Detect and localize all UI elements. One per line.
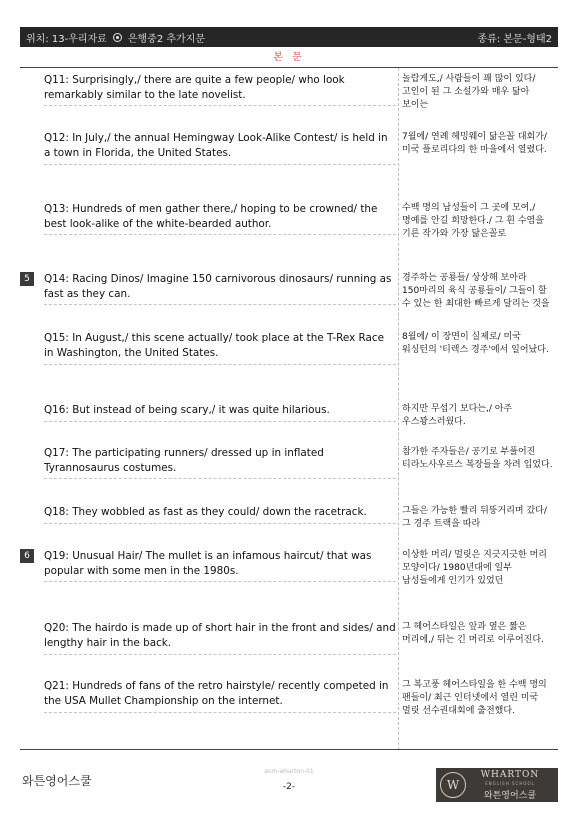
korean-translation: 7월에/ 연례 헤밍웨이 닮은꼴 대회가/ 미국 플로리다의 한 마을에서 열렸다. <box>402 132 547 155</box>
dashed-underline <box>44 164 396 165</box>
english-sentence: Q14: Racing Dinos/ Imagine 150 carnivorous dinosaurs/ running as fast as they can. <box>44 273 392 300</box>
dashed-underline <box>44 421 396 422</box>
english-sentence: Q19: Unusual Hair/ The mullet is an infamous haircut/ that was popular with some men in the 1980s. <box>44 550 372 577</box>
korean-translation: 이상한 머리/ 멀릿은 지긋지긋한 머리 모양이다/ 1980년대에 일부 남성들에게 인기가 있었던 <box>402 550 547 586</box>
dashed-underline <box>44 304 396 305</box>
korean-translation: 놀랍게도,/ 사람들이 꽤 많이 있다/ 고인이 된 그 소설가와 매우 닮아 보이는 <box>402 74 536 110</box>
dashed-underline <box>44 478 396 479</box>
english-sentence: Q18: They wobbled as fast as they could/ down the racetrack. <box>44 506 367 518</box>
dashed-underline <box>44 105 396 106</box>
korean-translation: 그들은 가능한 빨리 뒤뚱거리며 갔다/ 그 경주 트랙을 따라 <box>402 506 547 529</box>
footer-document-code: acm-wharton-01 <box>264 768 314 775</box>
english-sentence: Q17: The participating runners/ dressed up in inflated Tyrannosaurus costumes. <box>44 447 324 474</box>
logo-korean-name: 와튼영어스쿨 <box>483 790 537 801</box>
korean-translation: 8월에/ 이 장면이 실제로/ 미국 워싱턴의 '티렉스 경주'에서 일어났다. <box>402 332 549 355</box>
section-title: 본 문 <box>273 52 305 63</box>
dashed-underline <box>44 523 396 524</box>
korean-translation: 하지만 무섭기 보다는,/ 아주 우스꽝스러웠다. <box>402 404 513 427</box>
korean-translation: 참가한 주자들은/ 공기로 부풀어진 티라노사우르스 복장들을 차려 입었다. <box>402 447 553 470</box>
english-sentence: Q12: In July,/ the annual Hemingway Look-Alike Contest/ is held in a town in Florida, the United States. <box>44 132 388 159</box>
column-divider <box>398 68 399 750</box>
korean-translation: 경주하는 공룡들/ 상상해 보아라 150마리의 육식 공룡들이/ 그들이 할 수 있는 한 최대한 빠르게 달리는 것을 <box>402 273 550 309</box>
korean-translation: 수백 명의 남성들이 그 곳에 모여,/ 명예를 안길 희망한다./ 그 흰 수염을 기른 작가와 가장 닮은꼴로 <box>402 203 544 239</box>
english-sentence: Q11: Surprisingly,/ there are quite a few people/ who look remarkably similar to the late novelist. <box>44 74 345 101</box>
english-sentence: Q15: In August,/ this scene actually/ took place at the T-Rex Race in Washington, the United States. <box>44 332 385 359</box>
dashed-underline <box>44 712 396 713</box>
logo-tagline: ENGLISH SCHOOL <box>485 780 535 786</box>
wharton-emblem-icon: W <box>440 772 466 798</box>
english-sentence: Q21: Hundreds of fans of the retro hairstyle/ recently competed in the USA Mullet Championship on the internet. <box>44 680 389 707</box>
location-suffix: 은행중2 추가지문 <box>127 33 206 45</box>
bullet-circle-icon <box>113 33 122 42</box>
english-sentence: Q20: The hairdo is made up of short hair in the front and sides/ and lengthy hair in the back. <box>44 622 396 649</box>
lesson-number-badge: 5 <box>20 272 34 286</box>
bottom-rule <box>20 749 558 750</box>
footer-school-name: 와튼영어스쿨 <box>22 774 92 788</box>
type-label: 종류: 본문-형태2 <box>477 33 552 45</box>
english-sentence: Q16: But instead of being scary,/ it was quite hilarious. <box>44 404 330 416</box>
header-bar <box>20 27 558 47</box>
dashed-underline <box>44 654 396 655</box>
location-prefix: 위치: 13-우리자료 <box>26 33 107 45</box>
page-number: -2- <box>282 782 296 792</box>
dashed-underline <box>44 234 396 235</box>
dashed-underline <box>44 364 396 365</box>
english-sentence: Q13: Hundreds of men gather there,/ hoping to be crowned/ the best look-alike of the white-bearded author. <box>44 203 378 230</box>
top-rule <box>20 67 558 68</box>
dashed-underline <box>44 581 396 582</box>
lesson-number-badge: 6 <box>20 549 34 563</box>
korean-translation: 그 헤어스타일은 앞과 옆은 짧은 머리에,/ 뒤는 긴 머리로 이루어진다. <box>402 622 544 645</box>
location-path <box>26 30 205 45</box>
korean-translation: 그 복고풍 헤어스타일을 한 수백 명의 팬들이/ 최근 인터넷에서 열린 미국 멀릿 선수권대회에 출전했다. <box>402 680 547 716</box>
wharton-logo <box>436 768 558 802</box>
logo-brand: WHARTON <box>480 769 540 780</box>
